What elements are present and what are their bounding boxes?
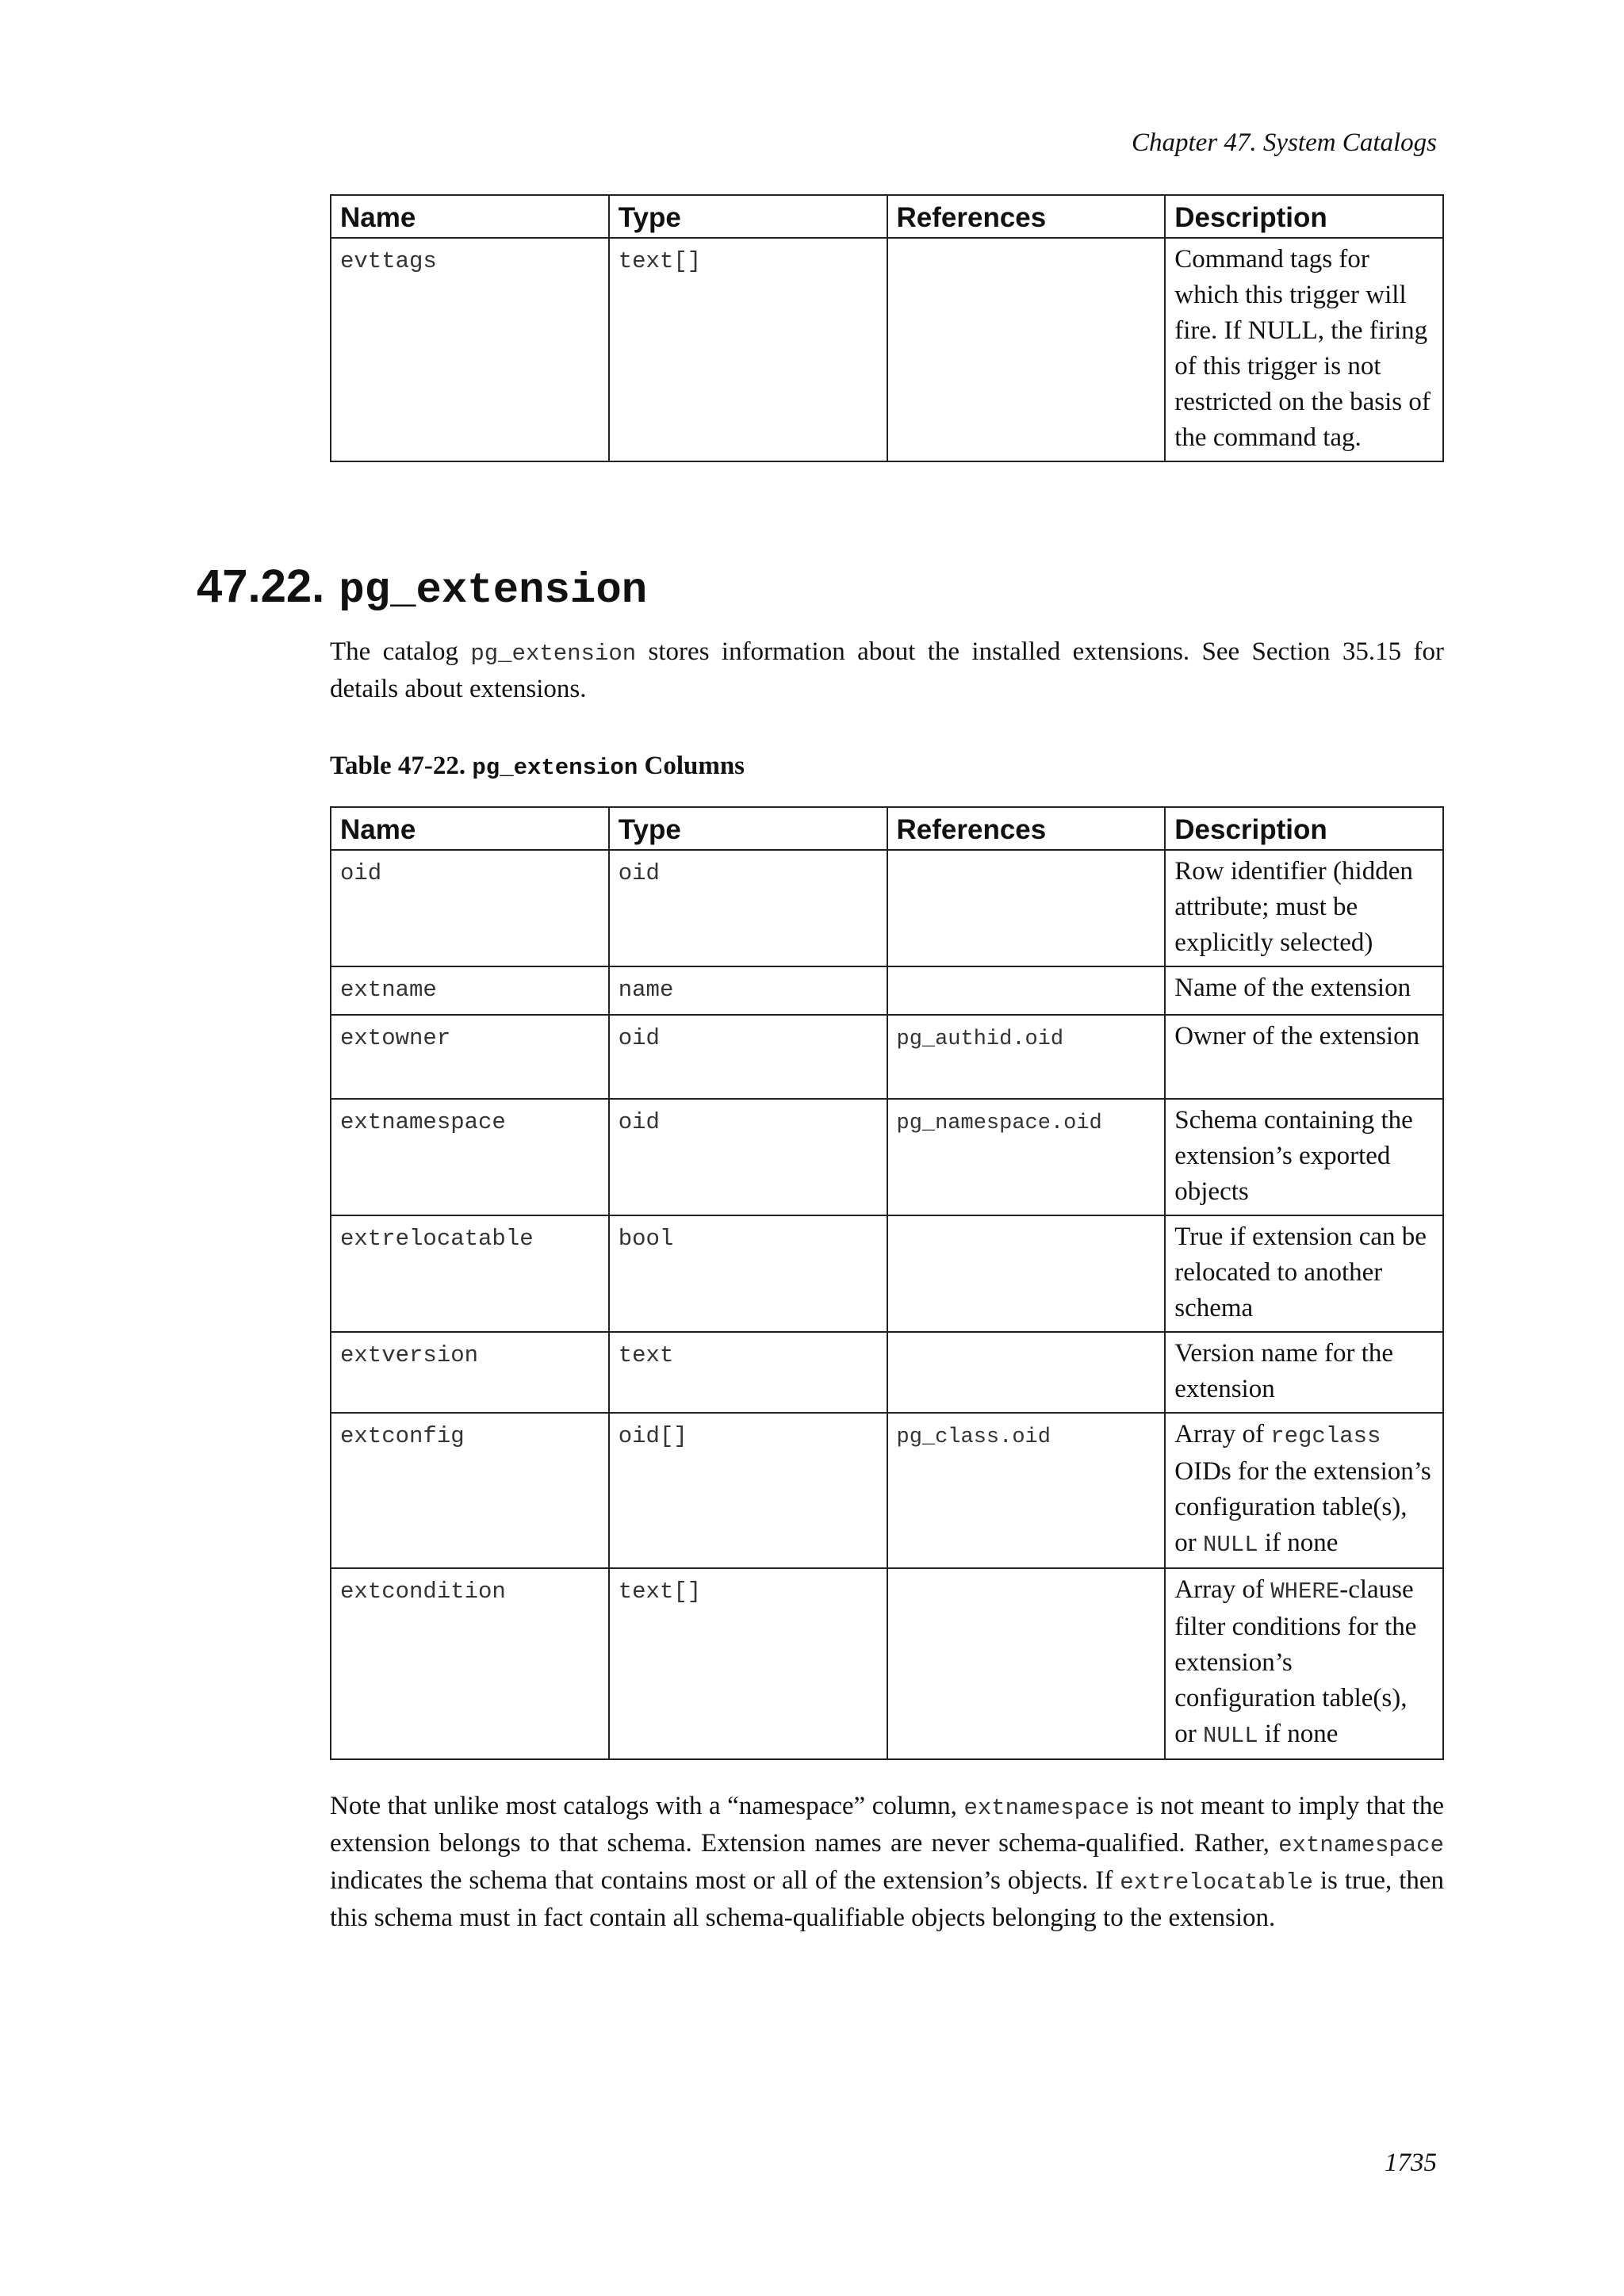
table-row (331, 1099, 1443, 1215)
table-row (331, 1015, 1443, 1099)
column-header-references: References (887, 195, 1166, 238)
caption-suffix: Columns (644, 752, 745, 780)
cell-name: extversion (331, 1332, 609, 1413)
cell-description: Row identifier (hidden attribute; must be explicitly selected) (1165, 850, 1443, 966)
column-header-name: Name (331, 807, 609, 850)
note-code: extrelocatable (1120, 1869, 1313, 1896)
note-text: Note that unlike most catalogs with a “namespace” column, (330, 1792, 957, 1820)
table-row (331, 1568, 1443, 1759)
table-row (331, 850, 1443, 966)
caption-code: pg_extension (472, 755, 638, 781)
table-caption (330, 748, 745, 786)
table-row (331, 1413, 1443, 1568)
column-header-references: References (887, 807, 1166, 850)
desc-code: NULL (1203, 1723, 1258, 1749)
desc-code: NULL (1203, 1532, 1258, 1558)
section-heading (197, 559, 647, 619)
table-row (331, 966, 1443, 1015)
cell-name: oid (331, 850, 609, 966)
cell-description: Command tags for which this trigger will fire. If NULL, the firing of this trigger is not restricted on the basis of the command tag. (1165, 238, 1443, 461)
cell-description (1165, 1413, 1443, 1568)
cell-name: extconfig (331, 1413, 609, 1568)
pg-extension-columns-table (330, 806, 1444, 1760)
table-row (331, 1332, 1443, 1413)
desc-code: WHERE (1270, 1578, 1340, 1605)
cell-name: extowner (331, 1015, 609, 1099)
desc-text: Array of (1174, 1575, 1264, 1604)
intro-text: The catalog (330, 637, 458, 666)
desc-text: -clause filter conditions for the extension’s configuration table(s), or (1174, 1575, 1417, 1748)
desc-text: if none (1264, 1529, 1339, 1557)
desc-code: regclass (1270, 1423, 1381, 1449)
cell-description: Name of the extension (1165, 966, 1443, 1015)
cell-description: Schema containing the extension’s exported objects (1165, 1099, 1443, 1215)
table-header-row (331, 195, 1443, 238)
intro-code: pg_extension (470, 641, 637, 667)
cell-name: evttags (331, 238, 609, 461)
cell-references (887, 1568, 1166, 1759)
cell-type: name (609, 966, 887, 1015)
note-text: is true, then this schema must in fact contain all schema-qualifiable objects belonging to the extension. (330, 1866, 1445, 1932)
page-number: 1735 (1385, 2149, 1437, 2177)
continued-table (330, 194, 1444, 462)
cell-type: oid (609, 1099, 887, 1215)
intro-text-rest: stores information about the installed extensions. See Section 35.15 for details about extensions. (330, 637, 1445, 703)
cell-type: text[] (609, 1568, 887, 1759)
column-header-description: Description (1165, 195, 1443, 238)
intro-paragraph (330, 634, 1444, 707)
cell-name: extrelocatable (331, 1215, 609, 1332)
cell-references: pg_class.oid (887, 1413, 1166, 1568)
table-row (331, 238, 1443, 461)
cell-references (887, 1215, 1166, 1332)
note-code: extnamespace (1278, 1832, 1444, 1858)
table-row (331, 1215, 1443, 1332)
caption-prefix: Table 47-22. (330, 752, 466, 780)
cell-references (887, 850, 1166, 966)
column-header-type: Type (609, 807, 887, 850)
column-header-name: Name (331, 195, 609, 238)
cell-name: extnamespace (331, 1099, 609, 1215)
column-header-description: Description (1165, 807, 1443, 850)
cell-type: bool (609, 1215, 887, 1332)
note-code: extnamespace (963, 1795, 1130, 1821)
cell-description (1165, 1568, 1443, 1759)
cell-type: oid (609, 850, 887, 966)
cell-type: oid (609, 1015, 887, 1099)
cell-name: extname (331, 966, 609, 1015)
note-paragraph (330, 1789, 1444, 1936)
note-text: indicates the schema that contains most or all of the extension’s objects. If (330, 1866, 1113, 1895)
cell-type: oid[] (609, 1413, 887, 1568)
table-header-row (331, 807, 1443, 850)
note-text: is not meant to imply that the extension belongs to that schema. Extension names are never schema-qualified. Rather, (330, 1792, 1445, 1858)
section-number: 47.22. (197, 561, 325, 612)
cell-description: Version name for the extension (1165, 1332, 1443, 1413)
cell-description: Owner of the extension (1165, 1015, 1443, 1099)
cell-references (887, 238, 1166, 461)
desc-text: Array of (1174, 1420, 1264, 1448)
running-header: Chapter 47. System Catalogs (1132, 128, 1437, 157)
column-header-type: Type (609, 195, 887, 238)
cell-type: text[] (609, 238, 887, 461)
cell-description: True if extension can be relocated to another schema (1165, 1215, 1443, 1332)
cell-type: text (609, 1332, 887, 1413)
cell-references: pg_namespace.oid (887, 1099, 1166, 1215)
cell-references (887, 1332, 1166, 1413)
cell-references (887, 966, 1166, 1015)
section-name: pg_extension (339, 567, 648, 615)
desc-text: if none (1264, 1720, 1339, 1748)
cell-references: pg_authid.oid (887, 1015, 1166, 1099)
cell-name: extcondition (331, 1568, 609, 1759)
desc-text: OIDs for the extension’s configuration table(s), or (1174, 1457, 1431, 1557)
